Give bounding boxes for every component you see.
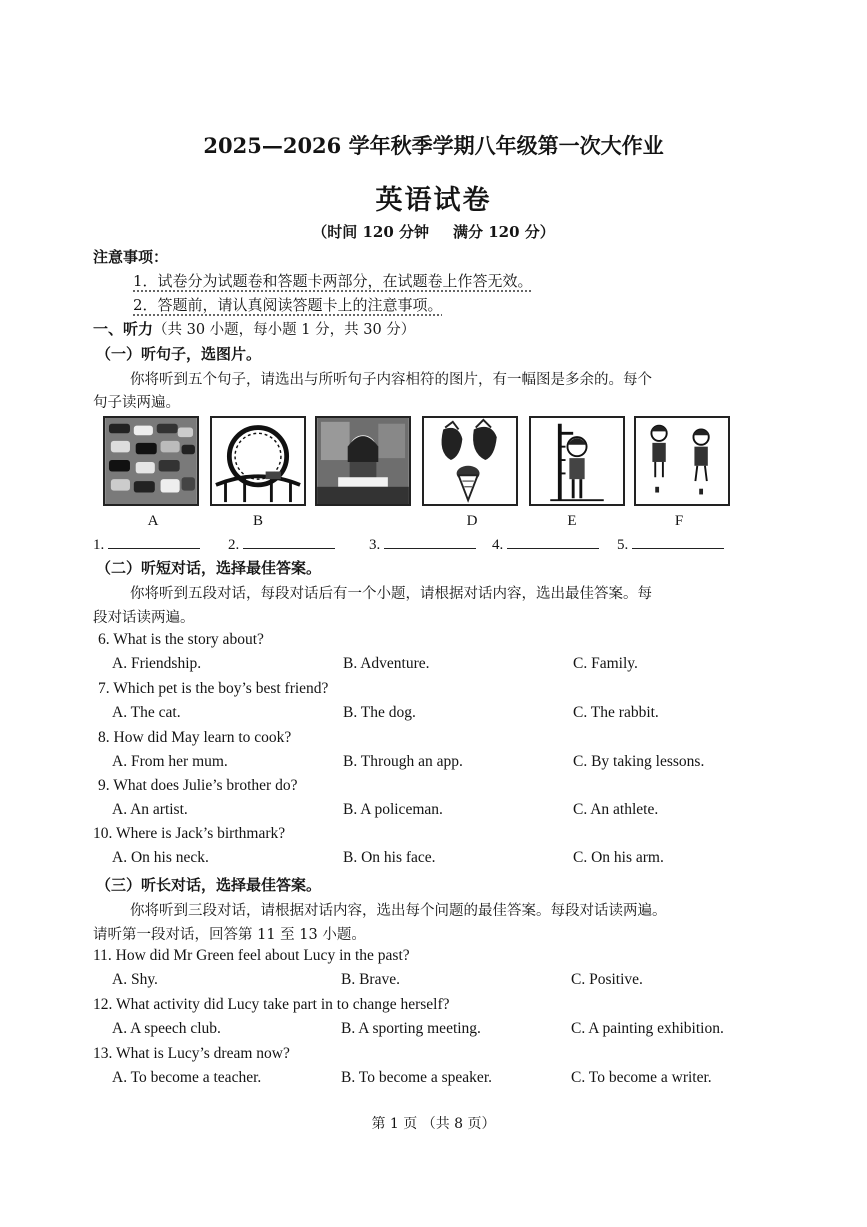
- picture-label-f: F: [674, 513, 684, 529]
- question-7: 7. Which pet is the boy’s best friend?: [98, 680, 329, 697]
- q7-option-b[interactable]: B. The dog.: [343, 704, 416, 721]
- q12-option-b[interactable]: B. A sporting meeting.: [341, 1020, 481, 1037]
- q6-option-a[interactable]: A. Friendship.: [112, 655, 202, 672]
- section3-instruction-line1: 你将听到三段对话，请根据对话内容，选出每个问题的最佳答案。每段对话读两遍。: [130, 903, 667, 919]
- child-height-chart-icon: [531, 418, 623, 504]
- exam-time: （时间 120 分钟: [312, 223, 429, 241]
- section1-instruction-line2: 句子读两遍。: [93, 395, 180, 411]
- part1-heading-note: （共 30 小题，每小题 1 分，共 30 分）: [153, 322, 416, 338]
- exam-time-score: [0, 221, 867, 242]
- two-girls-icon: [636, 418, 728, 504]
- q10-option-b[interactable]: B. On his face.: [343, 849, 436, 866]
- picture-f-two-girls: [634, 416, 730, 506]
- question-11: 11. How did Mr Green feel about Lucy in the past?: [93, 947, 410, 964]
- answer-blank-2[interactable]: 2.: [228, 534, 335, 554]
- exam-main-title: 2025—2026 学年秋季学期八年级第一次大作业: [203, 133, 664, 158]
- part1-heading: 一、听力: [93, 320, 154, 338]
- q8-option-b[interactable]: B. Through an app.: [343, 753, 463, 770]
- question-13: 13. What is Lucy’s dream now?: [93, 1045, 290, 1062]
- q8-option-a[interactable]: A. From her mum.: [112, 753, 228, 770]
- answer-blank-4[interactable]: 4.: [492, 534, 599, 554]
- question-6: 6. What is the story about?: [98, 631, 264, 648]
- q11-option-a[interactable]: A. Shy.: [112, 971, 158, 988]
- picture-d-strawberry: [422, 416, 518, 506]
- q9-option-a[interactable]: A. An artist.: [112, 801, 188, 818]
- answer-blank-3[interactable]: 3.: [369, 534, 476, 554]
- picture-label-e: E: [567, 513, 577, 529]
- q13-option-a[interactable]: A. To become a teacher.: [112, 1069, 262, 1086]
- q7-option-a[interactable]: A. The cat.: [112, 704, 181, 721]
- picture-c-girl-reading: [315, 416, 411, 506]
- q11-option-b[interactable]: B. Brave.: [341, 971, 400, 988]
- picture-b-roller-coaster: [210, 416, 306, 506]
- section1-instruction-line1: 你将听到五个句子，请选出与所听句子内容相符的图片，有一幅图是多余的。每个: [130, 372, 652, 388]
- q11-option-c[interactable]: C. Positive.: [571, 971, 643, 988]
- girl-reading-icon: [317, 418, 409, 504]
- q12-option-a[interactable]: A. A speech club.: [112, 1020, 221, 1037]
- q10-option-a[interactable]: A. On his neck.: [112, 849, 209, 866]
- roller-coaster-icon: [212, 418, 304, 504]
- answer-blank-5[interactable]: 5.: [617, 534, 724, 554]
- q6-option-c[interactable]: C. Family.: [573, 655, 638, 672]
- question-8: 8. How did May learn to cook?: [98, 729, 292, 746]
- picture-e-height-chart: [529, 416, 625, 506]
- strawberry-icecream-icon: [424, 418, 516, 504]
- q9-option-c[interactable]: C. An athlete.: [573, 801, 659, 818]
- section3-heading: （三）听长对话，选择最佳答案。: [96, 876, 322, 894]
- question-9: 9. What does Julie’s brother do?: [98, 777, 298, 794]
- section3-instruction-line2: 请听第一段对话，回答第 11 至 13 小题。: [93, 927, 366, 943]
- question-10: 10. Where is Jack’s birthmark?: [93, 825, 286, 842]
- answer-blank-1[interactable]: 1.: [93, 534, 200, 554]
- section1-heading: （一）听句子，选图片。: [96, 345, 262, 363]
- part1-heading-line: [93, 318, 415, 339]
- section2-instruction-line1: 你将听到五段对话，每段对话后有一个小题，请根据对话内容，选出最佳答案。每: [130, 586, 652, 602]
- cars-icon: [105, 418, 197, 504]
- page-number: 第 1 页 （共 8 页）: [371, 1116, 496, 1132]
- q12-option-c[interactable]: C. A painting exhibition.: [571, 1020, 724, 1037]
- question-12: 12. What activity did Lucy take part in to change herself?: [93, 996, 450, 1013]
- q6-option-b[interactable]: B. Adventure.: [343, 655, 430, 672]
- picture-label-a: A: [147, 513, 159, 529]
- q10-option-c[interactable]: C. On his arm.: [573, 849, 664, 866]
- exam-score: 满分 120 分）: [453, 223, 555, 241]
- exam-subject-title: 英语试卷: [375, 185, 492, 216]
- q13-option-c[interactable]: C. To become a writer.: [571, 1069, 712, 1086]
- picture-a-cars: [103, 416, 199, 506]
- section2-instruction-line2: 段对话读两遍。: [93, 610, 195, 626]
- q7-option-c[interactable]: C. The rabbit.: [573, 704, 659, 721]
- section2-heading: （二）听短对话，选择最佳答案。: [96, 559, 322, 577]
- notice-item-1: 1．试卷分为试题卷和答题卡两部分，在试题卷上作答无效。: [133, 272, 533, 290]
- q13-option-b[interactable]: B. To become a speaker.: [341, 1069, 492, 1086]
- notice-heading: 注意事项：: [93, 248, 169, 266]
- q9-option-b[interactable]: B. A policeman.: [343, 801, 443, 818]
- q8-option-c[interactable]: C. By taking lessons.: [573, 753, 705, 770]
- picture-label-b: B: [252, 513, 263, 529]
- picture-label-d: D: [466, 513, 478, 529]
- notice-item-2: 2．答题前，请认真阅读答题卡上的注意事项。: [133, 296, 443, 314]
